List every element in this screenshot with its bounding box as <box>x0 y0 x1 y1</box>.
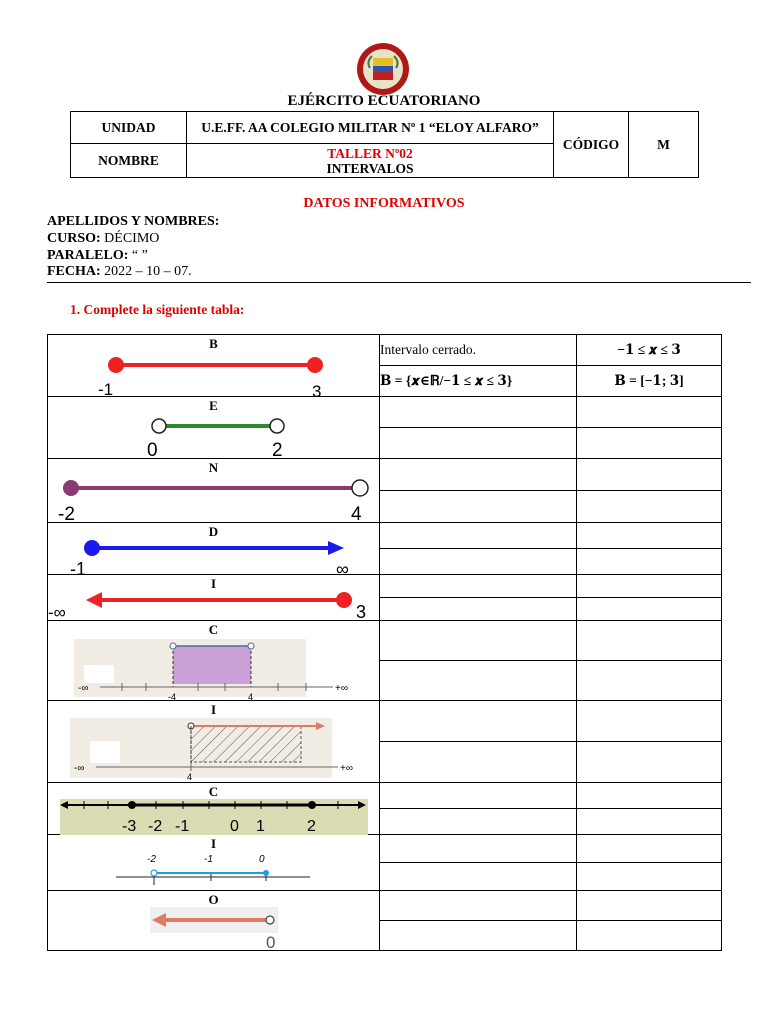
row-letter: B <box>209 336 218 351</box>
answer-cell[interactable] <box>380 575 577 598</box>
table-row <box>48 335 722 366</box>
tick-label: -4 <box>168 692 177 701</box>
tick-label: 4 <box>248 692 254 701</box>
row-letter: I <box>210 836 217 851</box>
answer-cell[interactable] <box>380 809 577 835</box>
answer-cell[interactable] <box>380 863 577 891</box>
row-letter: N <box>208 460 219 475</box>
answer-cell[interactable] <box>577 661 722 701</box>
tick-label: 0 <box>266 933 276 951</box>
number-line-closed <box>48 335 380 397</box>
number-line-small <box>48 835 380 891</box>
curso-value: DÉCIMO <box>104 231 160 246</box>
answer-cell[interactable] <box>380 549 577 575</box>
answer-cell[interactable] <box>577 742 722 783</box>
tick-label: -1 <box>175 818 190 835</box>
answer-cell[interactable] <box>577 621 722 661</box>
apellidos-line <box>47 214 219 230</box>
datos-informativos-title: DATOS INFORMATIVOS <box>303 196 465 211</box>
answer-cell[interactable] <box>380 891 577 921</box>
number-line-interval-box <box>48 621 380 701</box>
nombre-value <box>187 144 554 178</box>
answer-cell[interactable]: −𝟏 ≤ 𝒙 ≤ 𝟑 <box>577 335 722 366</box>
answer-cell[interactable] <box>380 598 577 621</box>
paralelo-label: PARALELO: <box>47 248 129 263</box>
tick-label: -3 <box>122 818 137 835</box>
answer-cell[interactable]: Intervalo cerrado. <box>380 335 577 366</box>
table-row <box>48 459 722 491</box>
table-row <box>48 701 722 742</box>
codigo-label: CÓDIGO <box>554 112 629 178</box>
answer-cell[interactable] <box>577 575 722 598</box>
tick-label: -2 <box>148 818 163 835</box>
tick-label: -2 <box>147 854 156 865</box>
curso-label: CURSO: <box>47 231 101 246</box>
row-letter: C <box>208 784 219 799</box>
figure-cell-c <box>48 621 380 701</box>
answer-cell[interactable] <box>577 783 722 809</box>
answer-cell[interactable] <box>380 523 577 549</box>
answer-cell[interactable] <box>577 491 722 523</box>
number-line-ray-right <box>48 523 380 575</box>
answer-cell[interactable] <box>577 598 722 621</box>
number-line-integers <box>48 783 380 835</box>
number-line-half-open <box>48 459 380 523</box>
organization-title: EJÉRCITO ECUATORIANO <box>287 93 481 109</box>
number-line-open <box>48 397 380 459</box>
unidad-label: UNIDAD <box>71 112 187 144</box>
fecha-value: 2022 – 10 – 07. <box>104 264 192 279</box>
answer-cell[interactable] <box>577 397 722 428</box>
tick-label: 1 <box>256 818 265 835</box>
apellidos-label: APELLIDOS Y NOMBRES: <box>47 214 220 229</box>
school-seal-logo <box>356 42 410 96</box>
answer-cell[interactable] <box>380 835 577 863</box>
answer-cell[interactable] <box>380 701 577 742</box>
answer-cell[interactable] <box>577 809 722 835</box>
taller-number: TALLER Nº02 <box>327 145 413 161</box>
fecha-line <box>47 264 192 280</box>
figure-cell-b <box>48 335 380 397</box>
tick-label: -1 <box>98 380 114 397</box>
tick-label: 4 <box>351 504 362 523</box>
tick-label: -1 <box>204 854 213 865</box>
header-table <box>70 111 699 178</box>
figure-cell-i2 <box>48 701 380 783</box>
figure-cell-i3 <box>48 835 380 891</box>
paralelo-value: “ ” <box>131 248 148 263</box>
figure-cell-d <box>48 523 380 575</box>
answer-cell[interactable] <box>577 549 722 575</box>
figure-cell-i <box>48 575 380 621</box>
answer-cell[interactable] <box>380 921 577 951</box>
figure-cell-c2 <box>48 783 380 835</box>
answer-cell[interactable] <box>380 397 577 428</box>
answer-cell[interactable] <box>380 783 577 809</box>
row-letter: E <box>209 398 218 413</box>
table-row <box>48 783 722 809</box>
tick-label: 0 <box>147 440 158 459</box>
table-row <box>48 397 722 428</box>
answer-cell[interactable] <box>577 428 722 459</box>
intervals-table <box>47 334 722 951</box>
tick-label: 2 <box>307 818 316 835</box>
tick-label: +∞ <box>340 763 353 774</box>
answer-cell[interactable] <box>577 459 722 491</box>
answer-cell[interactable] <box>577 835 722 863</box>
curso-line <box>47 231 159 247</box>
figure-cell-n <box>48 459 380 523</box>
answer-cell[interactable] <box>577 523 722 549</box>
tick-label: 0 <box>259 854 265 865</box>
tick-label: ∞ <box>336 559 349 575</box>
number-line-ray-left-open <box>48 891 380 951</box>
nombre-label: NOMBRE <box>71 144 187 178</box>
figure-cell-e <box>48 397 380 459</box>
answer-cell[interactable]: 𝐁 = {𝒙∈ℝ/−𝟏 ≤ 𝒙 ≤ 𝟑} <box>380 366 577 397</box>
row-letter: C <box>208 622 219 637</box>
fecha-label: FECHA: <box>47 264 101 279</box>
row-letter: O <box>208 892 219 907</box>
answer-cell[interactable] <box>380 459 577 491</box>
tick-label: 3 <box>356 602 367 621</box>
tick-label: 2 <box>272 440 283 459</box>
tick-label: 3 <box>312 382 322 397</box>
answer-cell[interactable] <box>380 428 577 459</box>
answer-cell[interactable] <box>577 701 722 742</box>
answer-cell[interactable] <box>577 891 722 921</box>
tick-label: -∞ <box>48 603 66 621</box>
number-line-hatched-ray <box>48 701 380 783</box>
answer-cell[interactable]: 𝐁 = [−𝟏; 𝟑] <box>577 366 722 397</box>
row-letter: D <box>208 524 219 539</box>
answer-cell[interactable] <box>380 491 577 523</box>
divider-line <box>47 282 751 283</box>
unidad-value: U.E.FF. AA COLEGIO MILITAR Nº 1 “ELOY ALFARO” <box>187 112 554 144</box>
tick-label: -∞ <box>78 683 89 694</box>
answer-cell[interactable] <box>380 621 577 661</box>
paralelo-line <box>47 248 148 264</box>
codigo-value: M <box>629 112 699 178</box>
figure-cell-o <box>48 891 380 951</box>
table-row <box>48 835 722 863</box>
taller-topic: INTERVALOS <box>326 160 414 176</box>
table-row <box>48 575 722 598</box>
tick-label: +∞ <box>335 683 348 694</box>
answer-cell[interactable] <box>577 863 722 891</box>
question-1: 1. Complete la siguiente tabla: <box>70 302 245 317</box>
answer-cell[interactable] <box>380 742 577 783</box>
answer-cell[interactable] <box>380 661 577 701</box>
answer-cell[interactable] <box>577 921 722 951</box>
tick-label: -2 <box>58 504 75 523</box>
tick-label: -∞ <box>74 763 85 774</box>
table-row <box>48 891 722 921</box>
tick-label: -1 <box>70 559 87 575</box>
row-letter: I <box>210 702 217 717</box>
number-line-ray-left <box>48 575 380 621</box>
row-letter: I <box>210 576 217 591</box>
table-row <box>48 621 722 661</box>
tick-label: 0 <box>230 818 239 835</box>
table-row <box>48 523 722 549</box>
tick-label: 4 <box>187 772 193 782</box>
